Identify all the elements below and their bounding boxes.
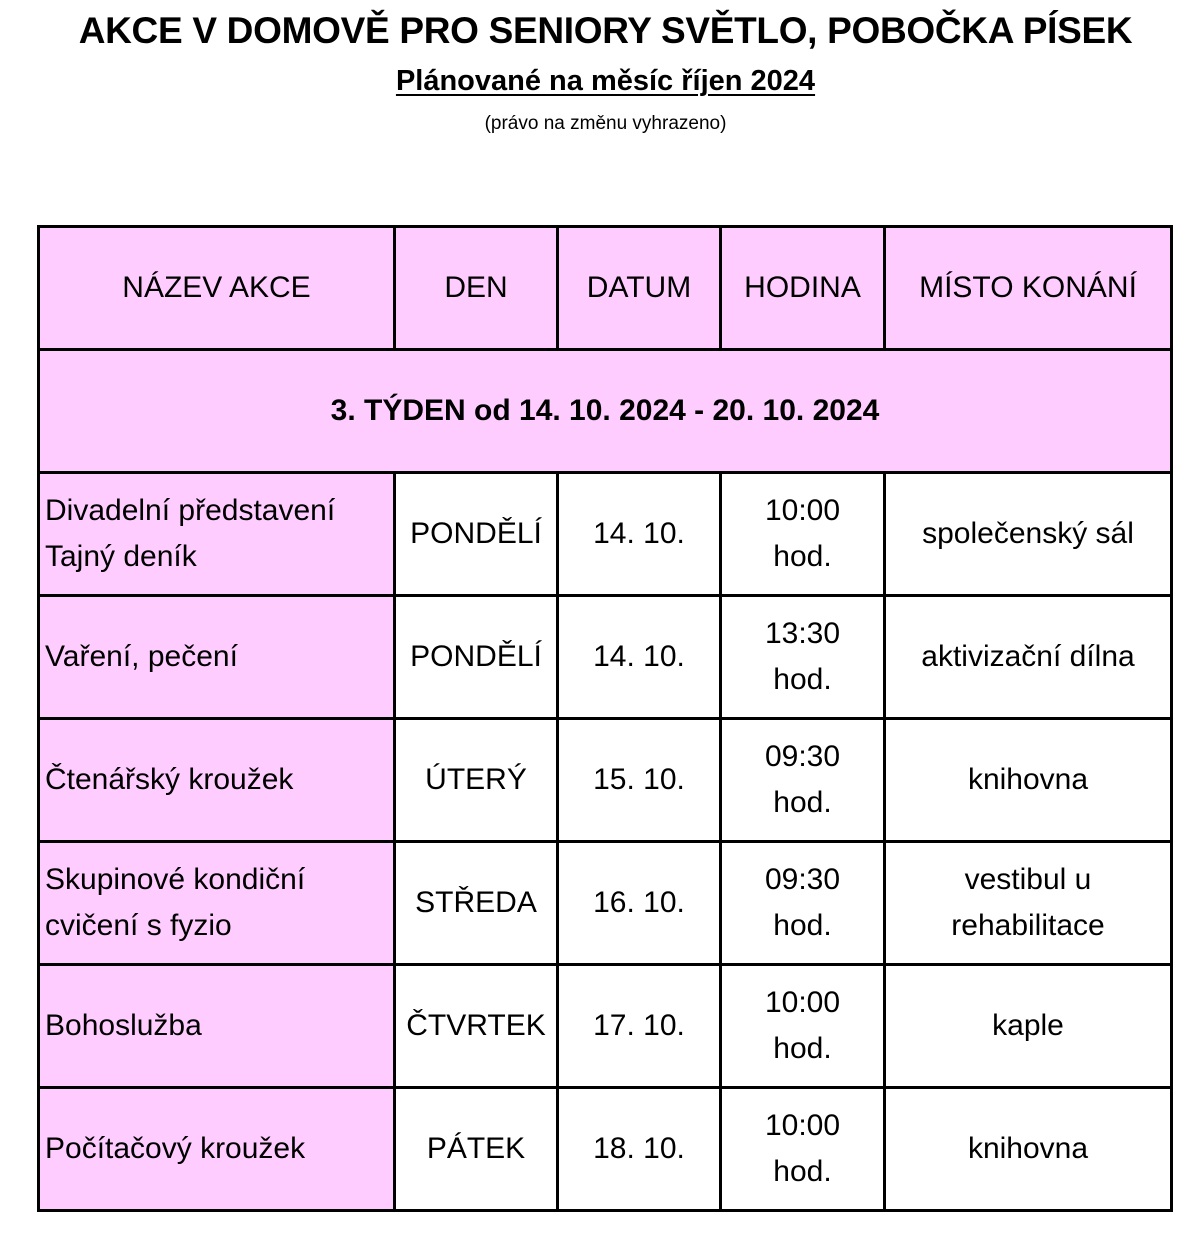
table-row <box>39 842 1172 965</box>
week-row <box>39 350 1172 473</box>
column-header-time: HODINA <box>721 227 885 350</box>
column-header-date: DATUM <box>558 227 721 350</box>
event-day: ČTVRTEK <box>395 965 558 1088</box>
event-place-line-2: rehabilitace <box>951 909 1105 942</box>
event-place-cell <box>885 719 1172 842</box>
event-time-unit: hod. <box>773 663 832 696</box>
events-table <box>37 225 1173 1212</box>
table-header-row <box>39 227 1172 350</box>
event-name-line-2: cvičení s fyzio <box>45 909 232 942</box>
page-subtitle <box>0 65 1191 98</box>
event-place-cell <box>885 473 1172 596</box>
event-name-cell <box>39 473 395 596</box>
event-name-cell <box>39 1088 395 1211</box>
event-name-line-1: Bohoslužba <box>45 1008 202 1042</box>
table-row <box>39 719 1172 842</box>
event-time: 10:00 <box>764 493 841 527</box>
event-place-cell <box>885 596 1172 719</box>
event-name-line-1: Skupinové kondiční <box>45 862 306 896</box>
event-date: 17. 10. <box>558 965 721 1088</box>
event-date: 14. 10. <box>558 473 721 596</box>
event-day: PÁTEK <box>395 1088 558 1211</box>
event-time-unit: hod. <box>773 786 832 819</box>
event-name-cell <box>39 719 395 842</box>
event-time-unit: hod. <box>773 540 832 573</box>
event-time-cell <box>721 842 885 965</box>
event-date: 14. 10. <box>558 596 721 719</box>
event-day: STŘEDA <box>395 842 558 965</box>
event-time: 10:00 <box>764 1108 841 1142</box>
event-day: ÚTERÝ <box>395 719 558 842</box>
event-place-line-1: knihovna <box>967 762 1089 796</box>
event-time: 09:30 <box>764 739 841 773</box>
event-day: PONDĚLÍ <box>395 596 558 719</box>
event-name-line-1: Počítačový kroužek <box>45 1131 306 1165</box>
event-name-cell <box>39 965 395 1088</box>
event-date: 15. 10. <box>558 719 721 842</box>
event-place-cell <box>885 842 1172 965</box>
table-row <box>39 473 1172 596</box>
event-place-cell <box>885 965 1172 1088</box>
event-name-line-1: Čtenářský kroužek <box>45 762 294 796</box>
subtitle-text: Plánované na měsíc říjen 2024 <box>395 65 816 97</box>
event-time: 09:30 <box>764 862 841 896</box>
page-title: AKCE V DOMOVĚ PRO SENIORY SVĚTLO, POBOČKA PÍSEK <box>78 10 1133 51</box>
event-time: 10:00 <box>764 985 841 1019</box>
event-time-cell <box>721 596 885 719</box>
event-time-unit: hod. <box>773 1155 832 1188</box>
event-name-line-1: Vaření, pečení <box>45 639 238 673</box>
event-place-cell <box>885 1088 1172 1211</box>
event-day: PONDĚLÍ <box>395 473 558 596</box>
event-place-line-1: kaple <box>992 1008 1064 1042</box>
event-place-line-1: vestibul u <box>964 862 1092 896</box>
week-label: 3. TÝDEN od 14. 10. 2024 - 20. 10. 2024 <box>39 350 1172 473</box>
event-time-cell <box>721 965 885 1088</box>
column-header-place: MÍSTO KONÁNÍ <box>885 227 1172 350</box>
event-name-line-1: Divadelní představení <box>45 493 336 527</box>
event-date: 18. 10. <box>558 1088 721 1211</box>
event-place-line-1: aktivizační dílna <box>921 639 1135 673</box>
event-time-cell <box>721 473 885 596</box>
table-row <box>39 965 1172 1088</box>
event-date: 16. 10. <box>558 842 721 965</box>
change-note: (právo na změnu vyhrazeno) <box>484 113 727 134</box>
column-header-name: NÁZEV AKCE <box>39 227 395 350</box>
event-time-unit: hod. <box>773 1032 832 1065</box>
event-name-cell <box>39 596 395 719</box>
table-row <box>39 596 1172 719</box>
event-name-line-2: Tajný deník <box>45 540 197 573</box>
event-time-unit: hod. <box>773 909 832 942</box>
event-place-line-1: společenský sál <box>922 516 1134 550</box>
event-time: 13:30 <box>764 616 841 650</box>
column-header-day: DEN <box>395 227 558 350</box>
event-time-cell <box>721 1088 885 1211</box>
table-row <box>39 1088 1172 1211</box>
event-time-cell <box>721 719 885 842</box>
event-name-cell <box>39 842 395 965</box>
event-place-line-1: knihovna <box>967 1131 1089 1165</box>
